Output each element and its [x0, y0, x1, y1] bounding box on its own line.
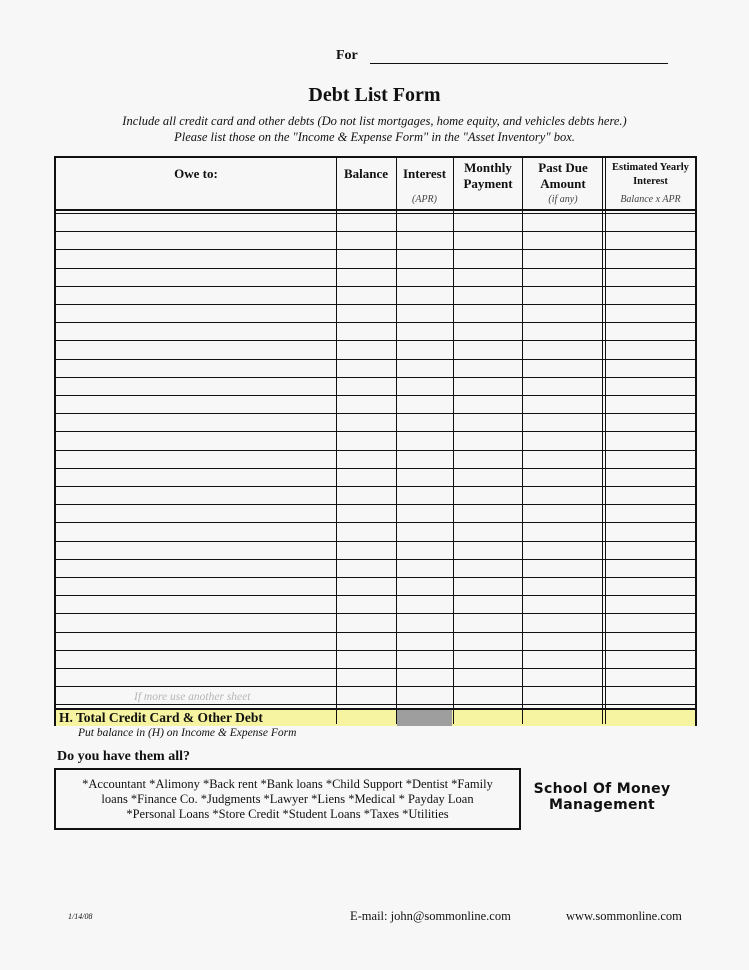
school-logo-line-2: Management: [548, 797, 656, 813]
column-divider: [522, 158, 523, 724]
table-row-line: [56, 486, 695, 487]
more-sheet-note: If more use another sheet: [134, 691, 251, 703]
table-row-line: [56, 359, 695, 360]
contact-email[interactable]: E-mail: john@sommonline.com: [350, 909, 511, 923]
col-header-yearly-interest: Estimated Yearly Interest: [612, 162, 689, 187]
table-row-line: [56, 413, 695, 414]
table-row-line: [56, 268, 695, 269]
table-row-line: [56, 377, 695, 378]
table-row-line: [56, 613, 695, 614]
table-row-line: [56, 431, 695, 432]
header-divider: [56, 213, 695, 214]
total-interest-blocked-cell: [397, 709, 452, 726]
for-label: For: [336, 48, 358, 63]
table-row-line: [56, 668, 695, 669]
table-row-line: [56, 595, 695, 596]
column-divider: [336, 158, 337, 724]
table-row-line: [56, 504, 695, 505]
table-row-line: [56, 468, 695, 469]
table-row-line: [56, 541, 695, 542]
col-header-monthly-payment: Monthly Payment: [463, 160, 513, 191]
total-label: H. Total Credit Card & Other Debt: [59, 710, 263, 725]
column-divider: [453, 158, 454, 724]
column-divider: [602, 158, 603, 724]
column-divider: [605, 158, 606, 724]
column-divider: [396, 158, 397, 724]
table-row-line: [56, 559, 695, 560]
form-date: 1/14/08: [68, 912, 93, 921]
table-row-line: [56, 340, 695, 341]
table-row-line: [56, 704, 695, 705]
table-row-line: [56, 231, 695, 232]
table-row-line: [56, 395, 695, 396]
table-row-line: [56, 322, 695, 323]
table-row-line: [56, 632, 695, 633]
table-row-line: [56, 304, 695, 305]
for-name-field-line[interactable]: [370, 63, 668, 64]
col-sub-past-due: (if any): [548, 194, 578, 205]
school-logo: [522, 781, 682, 813]
debt-types-box: [54, 768, 521, 830]
table-row-line: [56, 686, 695, 687]
page-title: Debt List Form: [308, 84, 441, 106]
table-row-line: [56, 286, 695, 287]
debt-types-line-2: loans *Finance Co. *Judgments *Lawyer *Liens *Medical * Payday Loan: [101, 792, 474, 806]
debt-table: [54, 156, 697, 726]
checklist-heading: Do you have them all?: [57, 749, 190, 764]
put-balance-note: Put balance in (H) on Income & Expense Form: [78, 727, 297, 739]
table-row-line: [56, 249, 695, 250]
intro-line-1: Include all credit card and other debts (Do not list mortgages, home equity, and vehicles debts here.): [122, 114, 627, 128]
col-header-balance: Balance: [343, 166, 389, 181]
col-header-interest: Interest: [402, 166, 447, 181]
col-sub-yearly-interest: Balance x APR: [620, 194, 681, 205]
table-row-line: [56, 577, 695, 578]
debt-types-line-1: *Accountant *Alimony *Back rent *Bank loans *Child Support *Dentist *Family: [82, 777, 493, 791]
col-sub-interest: (APR): [412, 194, 437, 205]
intro-line-2: Please list those on the "Income & Expense Form" in the "Asset Inventory" box.: [174, 130, 575, 144]
col-header-owe-to: Owe to:: [174, 166, 218, 181]
school-logo-line-1: School Of Money: [533, 781, 671, 797]
website-link[interactable]: www.sommonline.com: [566, 909, 682, 923]
total-row-divider: [56, 708, 695, 710]
col-header-past-due: Past Due Amount: [538, 160, 588, 191]
table-row-line: [56, 522, 695, 523]
table-row-line: [56, 450, 695, 451]
header-divider: [56, 209, 695, 211]
table-row-line: [56, 650, 695, 651]
debt-types-line-3: *Personal Loans *Store Credit *Student Loans *Taxes *Utilities: [126, 807, 449, 821]
